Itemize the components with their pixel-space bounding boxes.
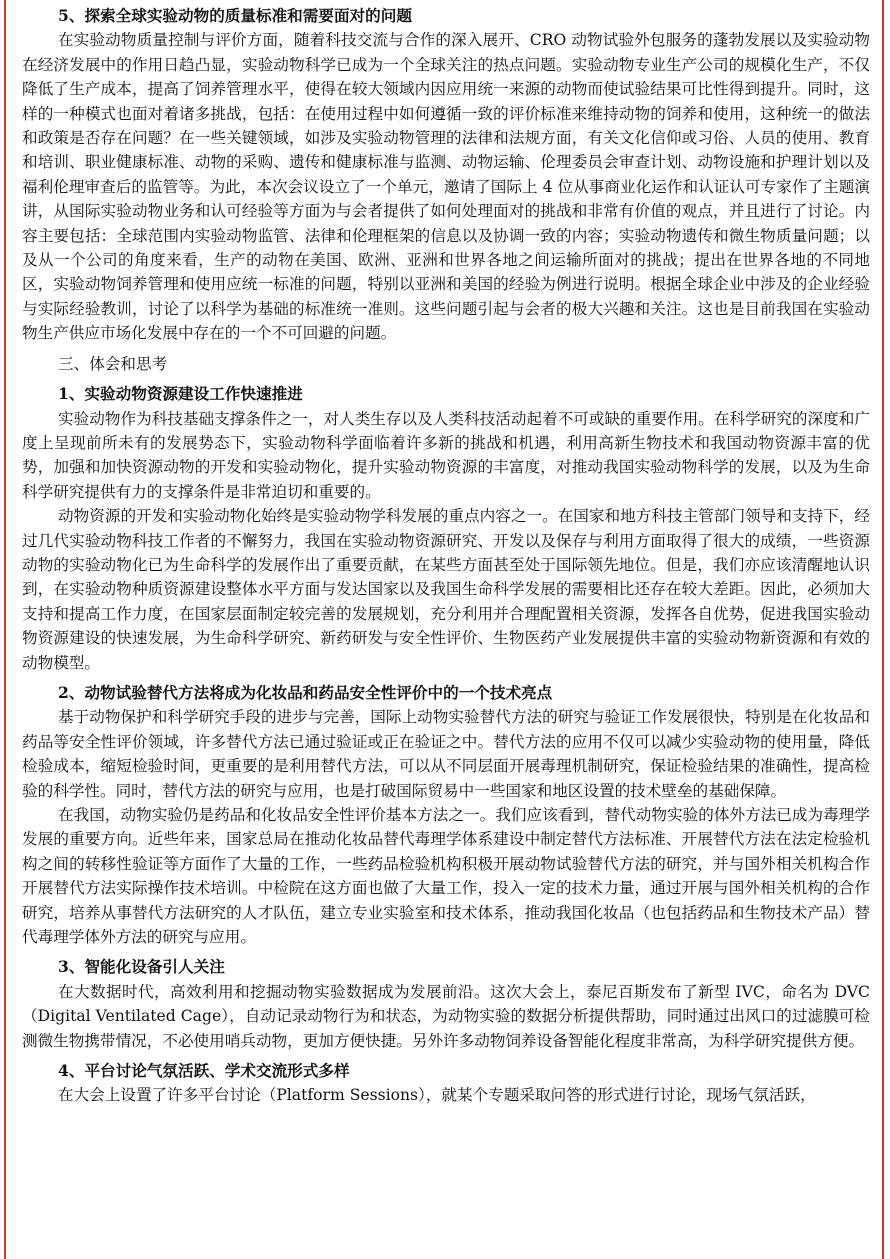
document-body	[22, 4, 870, 1108]
section-5-paragraph: 在实验动物质量控制与评价方面，随着科技交流与合作的深入展开、CRO 动物试验外包服务的蓬勃发展以及实验动物在经济发展中的作用日趋凸显，实验动物科学已成为一个全球关注的热点问题。实验动物专业生产公司的规模化生产，不仅降低了生产成本，提高了饲养管理水平，使得在较大领域内因应用统一来源的动物而使试验结果可比性得到提升。同时，这样的一种模式也面对着诸多挑战，包括：在使用过程中如何遵循一致的评价标准来维持动物的饲养和使用，这种统一的做法和政策是否存在问题？在一些关键领域，如涉及实验动物管理的法律和法规方面，有关文化信仰或习俗、人员的使用、教育和培训、职业健康标准、动物的采购、遗传和健康标准与监测、动物运输、伦理委员会审查计划、动物设施和护理计划以及福利伦理审查后的监管等。为此，本次会议设立了一个单元，邀请了国际上 4 位从事商业化运作和认证认可专家作了主题演讲，从国际实验动物业务和认可经验等方面为与会者提供了如何处理面对的挑战和非常有价值的观点，并且进行了讨论。内容主要包括：全球范围内实验动物监管、法律和伦理框架的信息以及协调一致的内容；实验动物遗传和微生物质量问题；以及从一个公司的角度来看，生产的动物在美国、欧洲、亚洲和世界各地之间运输所面对的挑战；提出在世界各地的不同地区，实验动物饲养管理和使用应统一标准的问题，特别以亚洲和美国的经验为例进行说明。根据全球企业中涉及的企业经验与实际经验教训，讨论了以科学为基础的标准统一准则。这些问题引起与会者的极大兴趣和关注。这也是目前我国在实验动物生产供应市场化发展中存在的一个不可回避的问题。	[22, 31, 870, 343]
section-2-heading: 2、动物试验替代方法将成为化妆品和药品安全性评价中的一个技术亮点	[58, 682, 553, 702]
section-4-paragraph: 在大会上设置了许多平台讨论（Platform Sessions），就某个专题采取问答的形式进行讨论，现场气氛活跃，	[58, 1086, 816, 1105]
section-4-heading: 4、平台讨论气氛活跃、学术交流形式多样	[58, 1061, 350, 1081]
section-1-heading: 1、实验动物资源建设工作快速推进	[58, 384, 303, 404]
section-5-heading: 5、探索全球实验动物的质量标准和需要面对的问题	[58, 6, 412, 25]
section-1-paragraph-1: 实验动物作为科技基础支撑条件之一，对人类生存以及人类科技活动起着不可或缺的重要作用。在科学研究的深度和广度上呈现前所未有的发展势态下，实验动物科学面临着许多新的挑战和机遇，利用高新生物技术和我国动物资源丰富的优势，加强和加快资源动物的开发和实验动物化，提升实验动物资源的丰富度，对推动我国实验动物科学的发展，以及为生命科学研究提供有力的支撑条件是非常迫切和重要的。	[22, 409, 870, 501]
section-3-heading: 3、智能化设备引人关注	[58, 957, 225, 977]
section-3-paragraph: 在大数据时代，高效利用和挖掘动物实验数据成为发展前沿。这次大会上，泰尼百斯发布了新型 IVC，命名为 DVC（Digital Ventilated Cage），自动记录动物行为和状态，为动物实验的数据分析提供帮助，同时通过出风口的过滤膜可检测微生物携带情况，不必使用哨兵动物，更加方便快捷。另外许多动物饲养设备智能化程度非常高，为科学研究提供方便。	[22, 982, 870, 1050]
section-1-paragraph-2: 动物资源的开发和实验动物化始终是实验动物学科发展的重点内容之一。在国家和地方科技主管部门领导和支持下，经过几代实验动物科技工作者的不懈努力，我国在实验动物资源研究、开发以及保存与利用方面取得了很大的成绩，一些资源动物的实验动物化已为生命科学的发展作出了重要贡献，在某些方面甚至处于国际领先地位。但是，我们亦应该清醒地认识到，在实验动物种质资源建设整体水平方面与发达国家以及我国生命科学发展的需要相比还存在较大差距。因此，必须加大支持和提高工作力度，在国家层面制定较完善的发展规划，充分利用并合理配置相关资源，发挥各自优势，促进我国实验动物资源建设的快速发展，为生命科学研究、新药研发与安全性评价、生物医药产业发展提供丰富的实验动物新资源和有效的动物模型。	[22, 507, 870, 672]
section-2-paragraph-1: 基于动物保护和科学研究手段的进步与完善，国际上动物实验替代方法的研究与验证工作发展很快，特别是在化妆品和药品等安全性评价领域，许多替代方法已通过验证或正在验证之中。替代方法的应用不仅可以减少实验动物的使用量，降低检验成本，缩短检验时间，更重要的是利用替代方法，可以从不同层面开展毒理机制研究，保证检验结果的准确性，提高检验的科学性。同时，替代方法的研究与应用，也是打破国际贸易中一些国家和地区设置的技术壁垒的基础保障。	[22, 708, 870, 800]
section-2-paragraph-2: 在我国，动物实验仍是药品和化妆品安全性评价基本方法之一。我们应该看到，替代动物实验的体外方法已成为毒理学发展的重要方向。近些年来，国家总局在推动化妆品替代毒理学体系建设中制定替代方法标准、开展替代方法在法定检验机构之间的转移性验证等方面作了大量的工作，一些药品检验机构积极开展动物试验替代方法的研究，并与国外相关机构合作开展替代方法实际操作技术培训。中检院在这方面也做了大量工作，投入一定的技术力量，通过开展与国外相关机构的合作研究，培养从事替代方法研究的人才队伍，建立专业实验室和技术体系，推动我国化妆品（也包括药品和生物技术产品）替代毒理学体外方法的研究与应用。	[22, 806, 870, 947]
part-3-heading: 三、体会和思考	[58, 354, 168, 373]
